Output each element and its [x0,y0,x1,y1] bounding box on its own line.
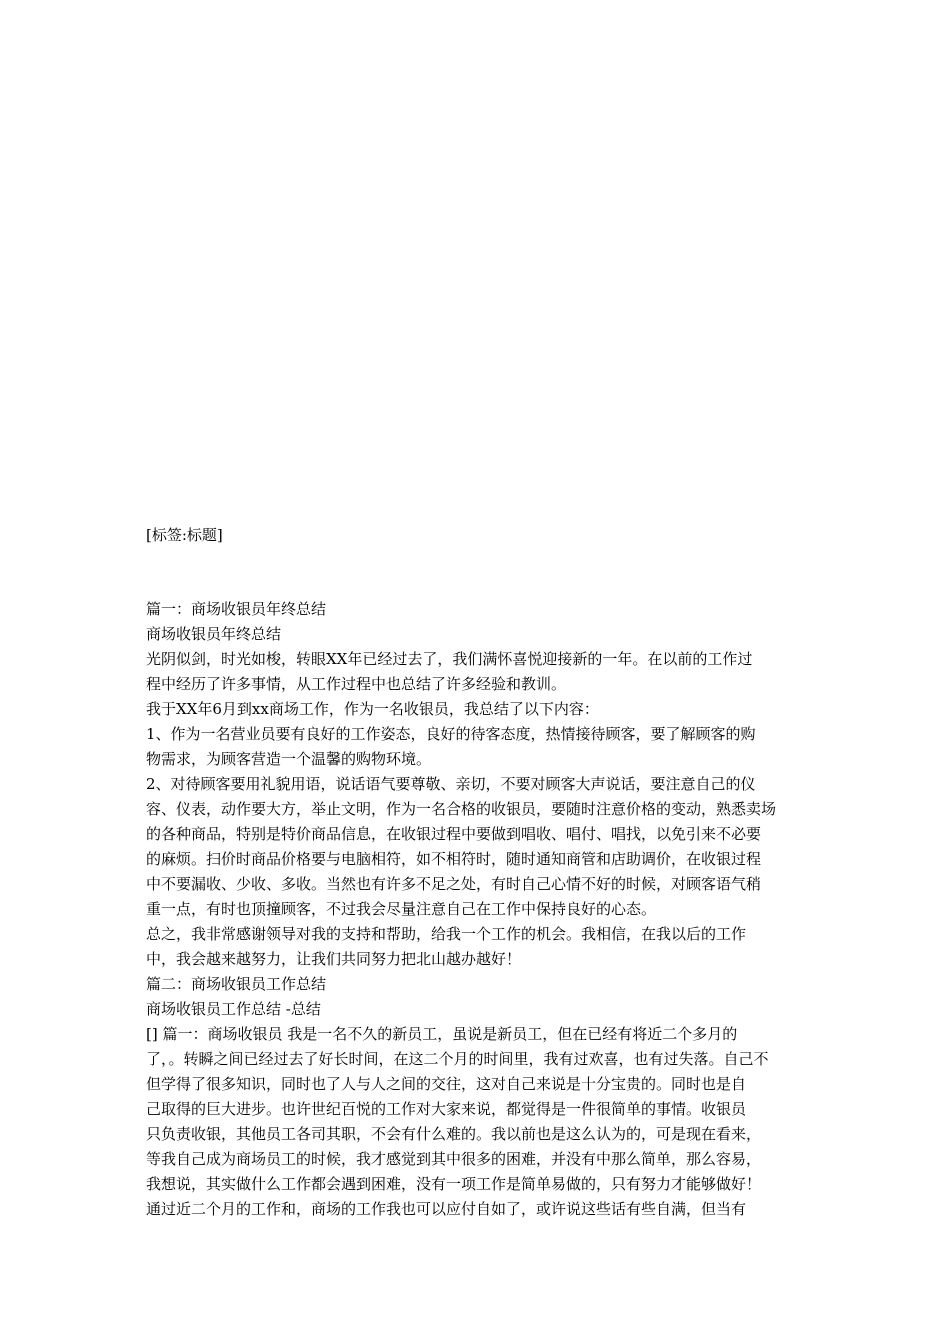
paragraph-line: 我于XX年6月到xx商场工作，作为一名收银员，我总结了以下内容： [146,700,599,718]
paragraph-line: 等我自己成为商场员工的时候，我才感觉到其中很多的困难，并没有中那么简单，那么容易， [146,1150,762,1168]
paragraph-line: 的各种商品，特别是特价商品信息，在收银过程中要做到唱收、唱付、唱找，以免引来不必要 [146,825,762,843]
paragraph-line: 的麻烦。扫价时商品价格要与电脑相符，如不相符时，随时通知商管和店助调价，在收银过程 [146,850,762,868]
paragraph-line: 中，我会越来越努力，让我们共同努力把北山越办越好！ [146,950,522,968]
paragraph-line: [] 篇一：商场收银员 我是一名不久的新员工，虽说是新员工，但在已经有将近二个多月的 [146,1025,738,1043]
paragraph-line: 只负责收银，其他员工各司其职，不会有什么难的。我以前也是这么认为的，可是现在看来， [146,1125,762,1143]
paragraph-line: 1、作为一名营业员要有良好的工作姿态，良好的待客态度，热情接待顾客，要了解顾客的购 [146,725,756,743]
paragraph-line: 通过近二个月的工作和，商场的工作我也可以应付自如了，或许说这些话有些自满，但当有 [146,1200,747,1218]
paragraph-line: 重一点，有时也顶撞顾客，不过我会尽量注意自己在工作中保持良好的心态。 [146,900,657,918]
document-body [146,597,806,1222]
subheading: 商场收银员工作总结 -总结 [146,1000,321,1018]
paragraph-line: 了，。转瞬之间已经过去了好长时间，在这二个月的时间里，我有过欢喜，也有过失落。自己不 [146,1050,769,1068]
paragraph-line: 我想说，其实做什么工作都会遇到困难，没有一项工作是简单易做的，只有努力才能够做好！ [146,1175,762,1193]
section-heading: 篇二：商场收银员工作总结 [146,975,327,993]
paragraph-line: 总之，我非常感谢领导对我的支持和帮助，给我一个工作的机会。我相信，在我以后的工作 [146,925,747,943]
subheading: 商场收银员年终总结 [146,625,282,643]
section-heading: 篇一：商场收银员年终总结 [146,600,327,618]
paragraph-line: 光阴似剑，时光如梭，转眼XX年已经过去了，我们满怀喜悦迎接新的一年。在以前的工作过 [146,650,753,668]
paragraph-line: 容、仪表，动作要大方，举止文明，作为一名合格的收银员，要随时注意价格的变动，熟悉卖场 [146,800,777,818]
paragraph-line: 中不要漏收、少收、多收。当然也有许多不足之处，有时自己心情不好的时候，对顾客语气稍 [146,875,762,893]
paragraph-line: 程中经历了许多事情，从工作过程中也总结了许多经验和教训。 [146,675,567,693]
paragraph-line: 己取得的巨大进步。也许世纪百悦的工作对大家来说，都觉得是一件很简单的事情。收银员 [146,1100,747,1118]
paragraph-line: 2、对待顾客要用礼貌用语，说话语气要尊敬、亲切，不要对顾客大声说话，要注意自己的仪 [146,775,756,793]
paragraph-line: 但学得了很多知识，同时也了人与人之间的交往，这对自己来说是十分宝贵的。同时也是自 [146,1075,747,1093]
tag-label: [标签:标题] [146,526,223,544]
paragraph-line: 物需求，为顾客营造一个温馨的购物环境。 [146,750,432,768]
